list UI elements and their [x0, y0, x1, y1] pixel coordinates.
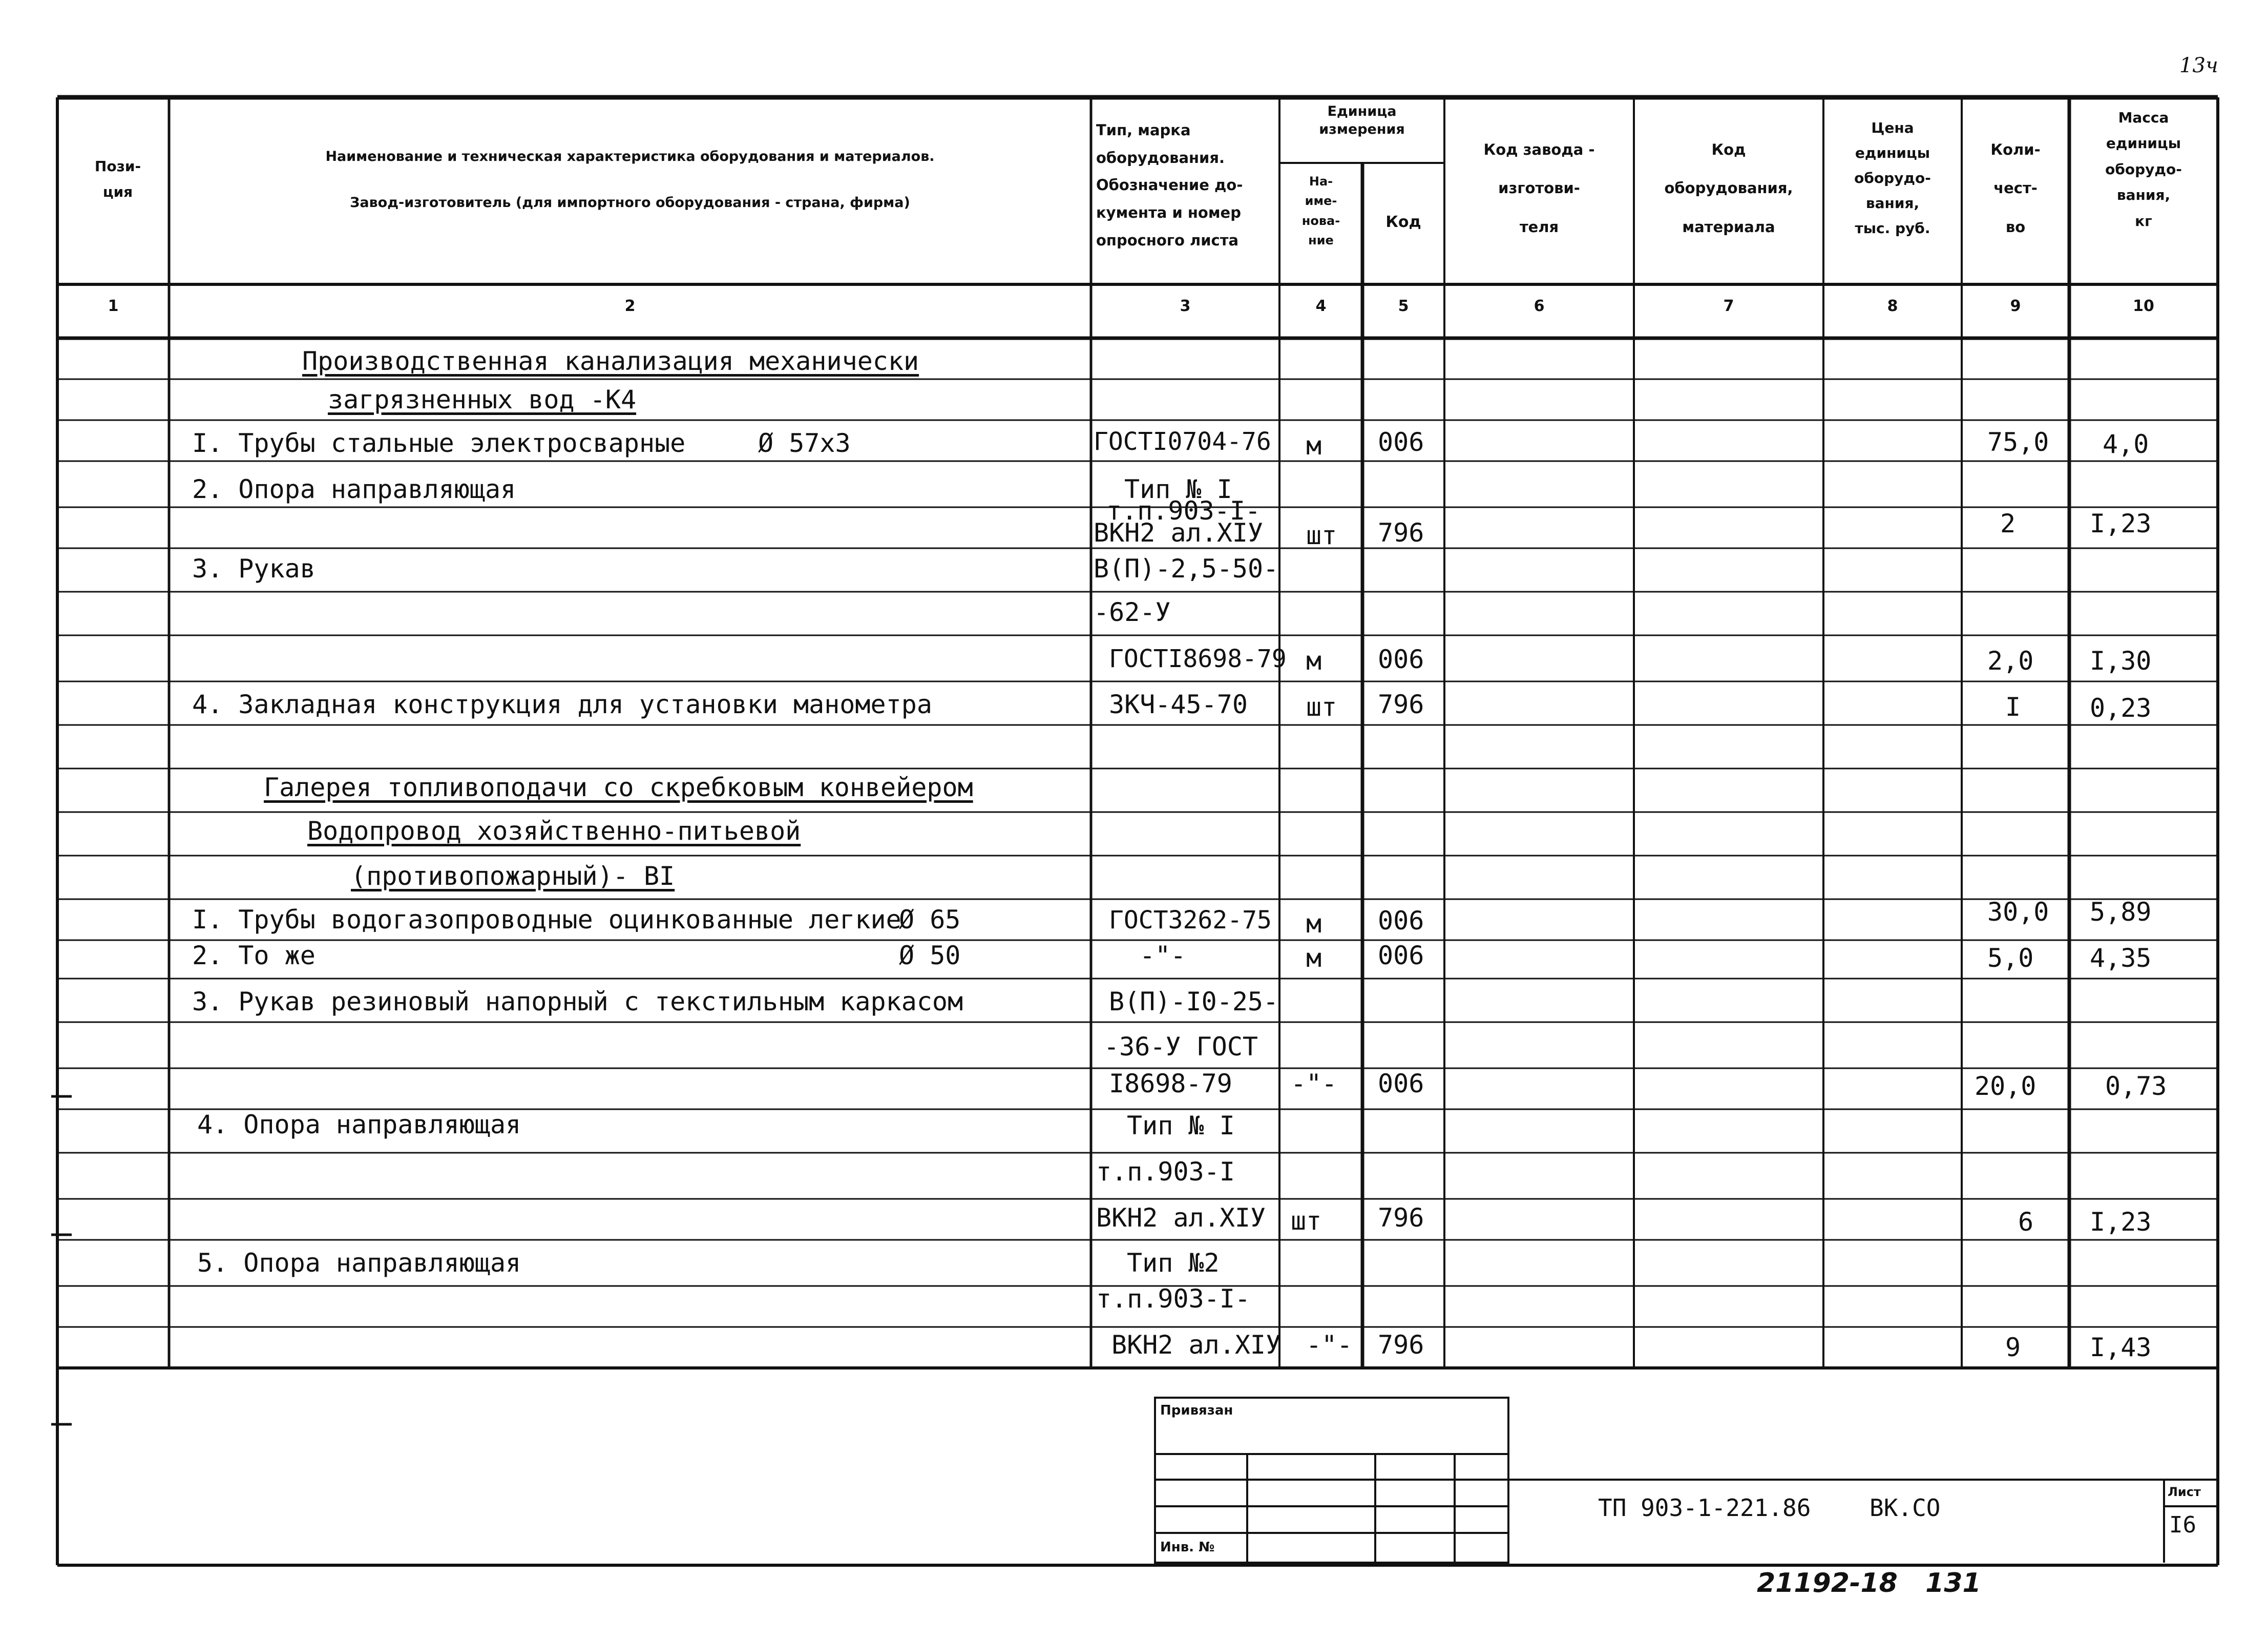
item-type: -"- — [1140, 941, 1186, 970]
header-name-line2: Завод-изготовитель (для импортного оборудования - страна, фирма) — [350, 195, 910, 211]
header-price: Цена единицы оборудо- вания, тыс. руб. — [1854, 119, 1931, 237]
item-mass: I,23 — [2090, 1207, 2152, 1237]
item-code: 796 — [1378, 1203, 1424, 1233]
item-mass: I,30 — [2090, 646, 2152, 676]
item-type: В(П)-I0-25- — [1109, 987, 1279, 1016]
item-qty: I — [2005, 692, 2021, 722]
item-type: ЗКЧ-45-70 — [1109, 690, 1248, 719]
item-mass: 4,35 — [2090, 943, 2152, 973]
item-unit: шт — [1306, 521, 1337, 550]
item-code: 006 — [1378, 1069, 1424, 1098]
item-type: -62-У — [1094, 597, 1171, 627]
item-type: В(П)-2,5-50- — [1094, 554, 1279, 584]
item-code: 006 — [1378, 645, 1424, 674]
col-number-3: 3 — [1180, 297, 1191, 315]
header-mass: Масса единицы оборудо- вания, кг — [2105, 109, 2182, 230]
item-unit: шт — [1291, 1206, 1322, 1236]
item-code: 796 — [1378, 518, 1424, 548]
item-name: 3. Рукав — [192, 554, 316, 584]
footer-archive-number: 21192-18 131 — [1757, 1568, 1981, 1599]
item-type: -36-У ГОСТ — [1104, 1032, 1258, 1062]
item-unit: м — [1306, 431, 1322, 461]
item-mass: 0,23 — [2090, 693, 2152, 723]
item-unit: м — [1306, 646, 1322, 676]
item-unit: м — [1306, 943, 1322, 973]
section-title: Водопровод хозяйственно-питьевой — [307, 816, 801, 846]
item-code: 006 — [1378, 941, 1424, 970]
item-name: 2. То же — [192, 941, 316, 970]
header-equipment-code: Код оборудования, материала — [1664, 141, 1793, 236]
stamp-linked-label: Привязан — [1160, 1403, 1233, 1418]
item-qty: 5,0 — [1987, 943, 2034, 973]
col-number-1: 1 — [108, 297, 119, 315]
item-qty: 9 — [2005, 1333, 2021, 1362]
col-number-8: 8 — [1887, 297, 1898, 315]
header-name-line1: Наименование и техническая характеристика оборудования и материалов. — [325, 149, 935, 164]
item-unit: шт — [1306, 692, 1337, 722]
item-name: 5. Опора направляющая — [197, 1248, 521, 1278]
item-dimension: Ø 65 — [899, 905, 961, 935]
section-title: Производственная канализация механически — [302, 346, 919, 376]
stamp-sheet-label: Лист — [2168, 1485, 2201, 1499]
stamp-sheet-number: I6 — [2169, 1512, 2196, 1538]
item-type: I8698-79 — [1109, 1069, 1232, 1098]
item-type: Тип №2 — [1127, 1248, 1220, 1278]
header-type: Тип, марка оборудования. Обозначение до- кумента и номер опросного листа — [1096, 121, 1243, 249]
header-unit-code: Код — [1385, 213, 1421, 231]
item-unit: -"- — [1291, 1069, 1337, 1098]
item-type: ВКН2 ал.XIУ — [1094, 518, 1264, 548]
item-dimension: Ø 57x3 — [758, 428, 851, 458]
item-type: т.п.903-I- — [1096, 1284, 1251, 1314]
item-mass: I,43 — [2090, 1333, 2152, 1362]
item-qty: 2,0 — [1987, 646, 2034, 676]
item-mass: 4,0 — [2103, 429, 2149, 459]
col-number-4: 4 — [1315, 297, 1327, 315]
col-number-5: 5 — [1398, 297, 1409, 315]
item-mass: 5,89 — [2090, 897, 2152, 927]
col-number-6: 6 — [1534, 297, 1545, 315]
header-unit-name: На- име- нова- ние — [1301, 174, 1340, 248]
item-type: ГОСТ3262-75 — [1109, 906, 1272, 935]
item-name: I. Трубы водогазопроводные оцинкованные легкие — [192, 905, 901, 935]
header-quantity: Коли- чест- во — [1990, 141, 2041, 236]
item-type: Тип № I — [1127, 1111, 1235, 1140]
section-title: Галерея топливоподачи со скребковым конвейером — [264, 773, 973, 802]
item-type: ГОСТI0704-76 — [1094, 427, 1271, 456]
item-qty: 20,0 — [1975, 1071, 2036, 1101]
item-type: Тип № I — [1124, 474, 1232, 504]
item-mass: 0,73 — [2105, 1071, 2167, 1101]
section-title: загрязненных вод -К4 — [328, 385, 637, 414]
item-code: 006 — [1378, 906, 1424, 936]
item-type: т.п.903-I — [1096, 1157, 1235, 1187]
item-code: 006 — [1378, 427, 1424, 457]
item-name: I. Трубы стальные электросварные — [192, 428, 686, 458]
item-type: ВКН2 ал.XIУ — [1096, 1203, 1266, 1233]
item-type: т.п.903-I- — [1106, 496, 1261, 526]
item-code: 796 — [1378, 690, 1424, 719]
item-type: ВКН2 ал.XIУ — [1111, 1330, 1282, 1360]
stamp-document-code: ТП 903-1-221.86 — [1598, 1494, 1811, 1522]
section-title: (противопожарный)- BI — [351, 861, 675, 891]
item-name: 2. Опора направляющая — [192, 474, 516, 504]
item-name: 3. Рукав резиновый напорный с текстильным каркасом — [192, 987, 963, 1016]
item-type: ГОСТI8698-79 — [1109, 645, 1287, 673]
item-mass: I,23 — [2090, 509, 2152, 538]
stamp-document-mark: ВК.СО — [1870, 1494, 1941, 1522]
corner-page-number: 13ч — [2179, 54, 2218, 77]
header-position: Пози- ция — [94, 158, 141, 201]
header-maker-code: Код завода - изготови- теля — [1483, 141, 1595, 236]
col-number-7: 7 — [1723, 297, 1734, 315]
item-qty: 2 — [2000, 509, 2016, 538]
item-unit: -"- — [1306, 1330, 1353, 1360]
col-number-9: 9 — [2010, 297, 2021, 315]
item-name: 4. Опора направляющая — [197, 1110, 521, 1139]
stamp-inventory-label: Инв. № — [1160, 1540, 1215, 1555]
item-qty: 75,0 — [1987, 427, 2049, 457]
item-qty: 30,0 — [1987, 897, 2049, 927]
item-name: 4. Закладная конструкция для установки манометра — [192, 690, 932, 719]
header-unit-group: Единица измерения — [1319, 103, 1405, 138]
item-dimension: Ø 50 — [899, 941, 961, 970]
item-qty: 6 — [2018, 1207, 2034, 1237]
col-number-10: 10 — [2133, 297, 2154, 315]
item-code: 796 — [1378, 1330, 1424, 1360]
item-unit: м — [1306, 909, 1322, 939]
col-number-2: 2 — [624, 297, 636, 315]
